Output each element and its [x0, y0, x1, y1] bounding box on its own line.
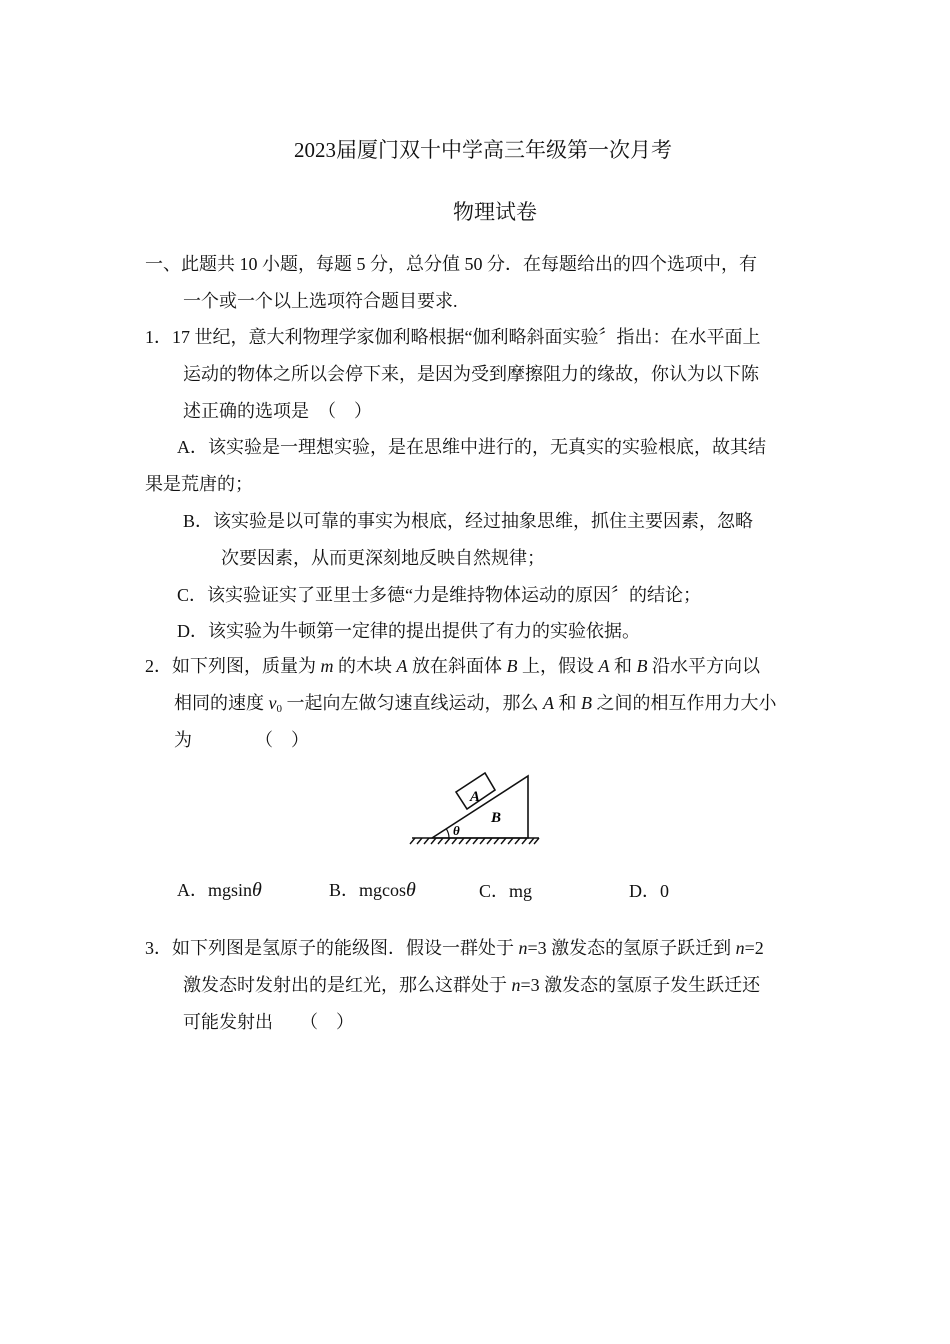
- q2-stem-line2: 相同的速度 $v_0$ 一起向左做匀速直线运动，那么 A 和 B 之间的相互作用力大小: [174, 693, 777, 715]
- q2-stem-line3: 为 （ ）: [174, 730, 309, 750]
- q1-stem-line2: 运动的物体之所以会停下来，是因为受到摩擦阻力的缘故，你认为以下陈: [183, 364, 759, 384]
- incline-figure: [405, 768, 545, 850]
- q2-option-a: A．mgsinθ: [177, 879, 262, 901]
- q1-option-a-line2: 果是荒唐的；: [145, 474, 253, 494]
- exam-subtitle: 物理试卷: [453, 200, 537, 224]
- section-intro-line2: 一个或一个以上选项符合题目要求.: [183, 291, 458, 311]
- theta-arc: [446, 829, 449, 838]
- q2-option-d: D．0: [629, 881, 669, 901]
- label-theta: θ: [453, 823, 460, 838]
- q1-stem-line3: 述正确的选项是 （ ）: [183, 401, 372, 421]
- q1-option-a-line1: A．该实验是一理想实验，是在思维中进行的，无真实的实验根底，故其结: [177, 437, 766, 457]
- ground-hatching: [410, 838, 539, 844]
- section-intro-line1: 一、此题共 10 小题，每题 5 分，总分值 50 分．在每题给出的四个选项中，有: [145, 254, 757, 274]
- label-a: A: [470, 789, 481, 805]
- q3-stem-line1: 3．如下列图是氢原子的能级图．假设一群处于 n=3 激发态的氢原子跃迁到 n=2: [145, 938, 764, 958]
- exam-title: 2023届厦门双十中学高三年级第一次月考: [294, 138, 672, 162]
- label-b: B: [491, 810, 502, 826]
- q1-option-d: D．该实验为牛顿第一定律的提出提供了有力的实验依据。: [177, 621, 640, 641]
- q1-stem-line1: 1．17 世纪，意大利物理学家伽利略根据“伽利略斜面实验〞指出：在水平面上: [145, 327, 761, 347]
- q3-stem-line3: 可能发射出 （ ）: [183, 1012, 354, 1032]
- q2-option-b: B．mgcosθ: [329, 879, 416, 901]
- q2-option-c: C．mg: [479, 881, 533, 901]
- q1-option-c: C．该实验证实了亚里士多德“力是维持物体运动的原因〞的结论；: [177, 585, 701, 605]
- q3-stem-line2: 激发态时发射出的是红光，那么这群处于 n=3 激发态的氢原子发生跃迁还: [183, 975, 761, 995]
- q1-option-b-line1: B．该实验是以可靠的事实为根底，经过抽象思维，抓住主要因素，忽略: [183, 511, 754, 531]
- q1-option-b-line2: 次要因素，从而更深刻地反映自然规律；: [221, 548, 545, 568]
- incline-b: [432, 776, 528, 838]
- q2-stem-line1: 2．如下列图，质量为 m 的木块 A 放在斜面体 B 上，假设 A 和 B 沿水平方向以: [145, 656, 760, 676]
